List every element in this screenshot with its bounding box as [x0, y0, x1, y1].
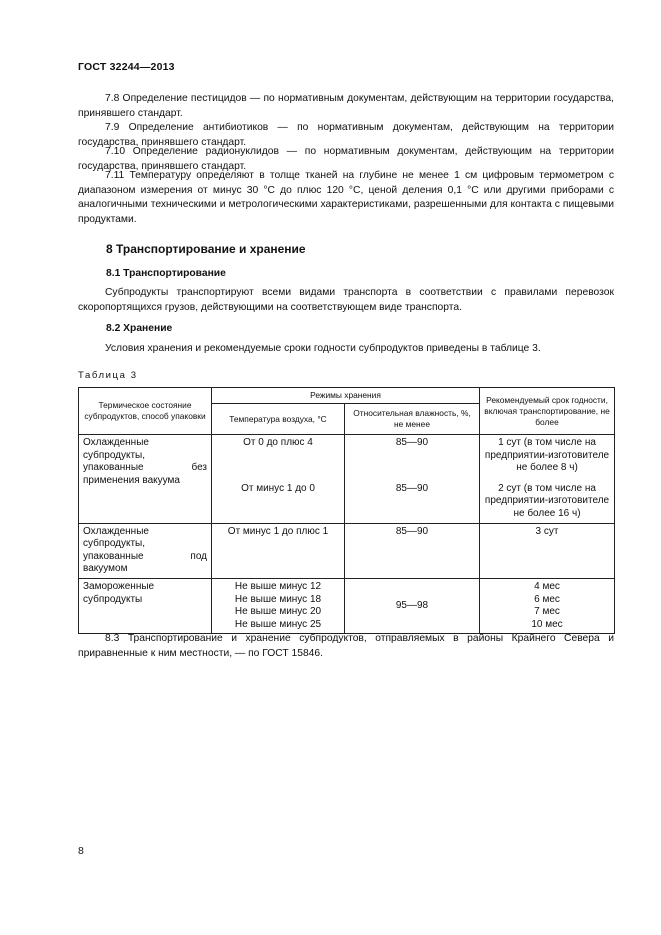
paragraph-7-11: 7.11 Температуру определяют в толще тканей на глубине не менее 1 см цифровым термометром с диапазоном измерения от минус 30 °С до плюс 120 °С, ценой деления 0,1 °С или другими приборами с аналогичными техническими и метрологическими характеристиками, разрешенными для контакта с пищевыми продуктами.: [78, 170, 614, 225]
page-number: 8: [78, 845, 84, 857]
section-8-title: 8 Транспортирование и хранение: [106, 242, 306, 256]
header-storage-modes: Режимы хранения: [212, 388, 480, 404]
temp-value: Не выше минус 12: [234, 580, 322, 592]
cell-humidity: [345, 435, 480, 524]
temp-value: От минус 1 до 0: [241, 482, 315, 494]
paragraph-8-1: Субпродукты транспортируют всеми видами транспорта в соответствии с правилами перевозок скоропортящихся грузов, действующими на соответствующем виде транспорта.: [78, 287, 614, 313]
header-state: Термическое состояние субпродуктов, способ упаковки: [79, 388, 212, 435]
shelf-life-value: 4 мес: [534, 580, 560, 592]
header-humidity: Относительная влажность, %, не менее: [345, 404, 480, 435]
table-row: [79, 578, 615, 633]
cell-temperature: От минус 1 до плюс 1: [212, 523, 345, 578]
paragraph-8-2: Условия хранения и рекомендуемые сроки годности субпродуктов приведены в таблице 3.: [105, 343, 541, 354]
cell-humidity: 85—90: [345, 523, 480, 578]
paragraph-8-3: 8.3 Транспортирование и хранение субпродуктов, отправляемых в районы Крайнего Севера и приравненные к ним местности, — по ГОСТ 15846.: [78, 633, 614, 659]
paragraph-7-9: 7.9 Определение антибиотиков — по нормативным документам, действующим на территории государства, принявшего стандарт.: [78, 122, 614, 148]
shelf-life-value: 2 сут (в том числе на предприятии-изготовителе не более 16 ч): [484, 482, 610, 519]
shelf-life-value: 7 мес: [534, 606, 560, 618]
header-shelf-life: Рекомендуемый срок годности, включая транспортирование, не более: [480, 388, 615, 435]
table-row: [79, 523, 615, 578]
document-header: ГОСТ 32244—2013: [78, 61, 175, 73]
storage-table: [78, 387, 615, 634]
cell-temperature-list: [212, 578, 345, 633]
cell-shelf-life: 3 сут: [480, 523, 615, 578]
temp-value: Не выше минус 25: [234, 618, 322, 630]
cell-humidity: 95—98: [345, 578, 480, 633]
cell-state-frozen: Замороженные субпродукты: [79, 578, 212, 633]
shelf-life-value: 10 мес: [531, 618, 563, 630]
cell-shelf-life: [480, 435, 615, 524]
paragraph-7-8: 7.8 Определение пестицидов — по нормативным документам, действующим на территории государства, принявшего стандарт.: [78, 93, 614, 119]
shelf-life-value: 6 мес: [534, 593, 560, 605]
humidity-value: 85—90: [395, 482, 429, 494]
table-caption: Таблица 3: [78, 370, 138, 381]
table-row: [79, 435, 615, 524]
header-air-temperature: Температура воздуха, °С: [212, 404, 345, 435]
section-8-1-title: 8.1 Транспортирование: [106, 268, 226, 279]
shelf-life-value: 1 сут (в том числе на предприятии-изготовителе не более 8 ч): [484, 437, 610, 474]
cell-temperature: [212, 435, 345, 524]
section-8-2-title: 8.2 Хранение: [106, 323, 173, 334]
cell-state-chilled-no-vacuum: Охлажденные субпродукты, упакованные без применения вакуума: [79, 435, 212, 524]
humidity-value: 85—90: [395, 437, 429, 448]
temp-value: Не выше минус 20: [234, 606, 322, 618]
temp-value: Не выше минус 18: [234, 593, 322, 605]
cell-state-chilled-vacuum: Охлажденные субпродукты, упакованные под вакуумом: [79, 523, 212, 578]
cell-shelf-life-list: [480, 578, 615, 633]
temp-value: От 0 до плюс 4: [243, 437, 313, 448]
paragraph-7-10: 7.10 Определение радионуклидов — по нормативным документам, действующим на территории государства, принявшего стандарт.: [78, 146, 614, 172]
table-header-row: [79, 388, 615, 404]
